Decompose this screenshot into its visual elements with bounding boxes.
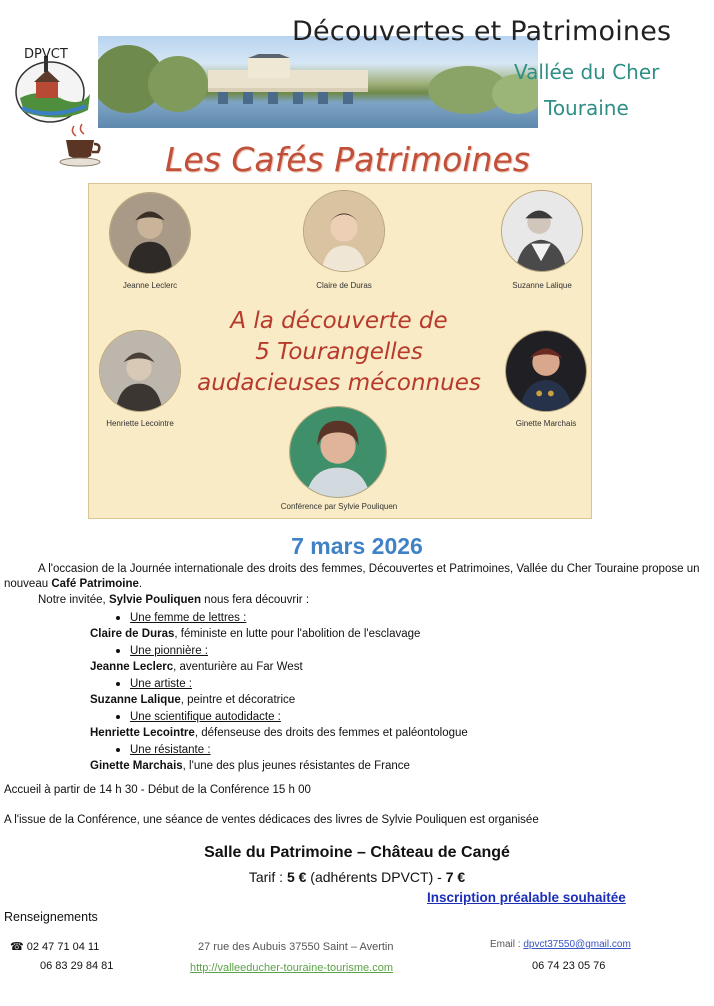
category-item <box>116 678 192 690</box>
email-link[interactable]: dpvct37550@gmail.com <box>523 939 631 950</box>
portrait-label: Suzanne Lalique <box>512 281 572 290</box>
tarif-price: 5 € <box>286 869 307 885</box>
headline-line: audacieuses méconnues <box>197 370 481 396</box>
category-label: Une femme de lettres : <box>130 612 247 624</box>
category-label: Une résistante : <box>130 744 211 756</box>
dpvct-logo <box>10 28 100 128</box>
woman-name: Suzanne Lalique <box>90 694 181 706</box>
guest-suffix: nous fera découvrir : <box>200 594 310 606</box>
portrait-henriette-lecointre <box>99 330 181 412</box>
category-label: Une scientifique autodidacte : <box>130 711 281 723</box>
portrait-suzanne-lalique <box>501 190 583 272</box>
phone-number: 02 47 71 04 11 <box>26 941 100 953</box>
woman-desc: , défenseuse des droits des femmes et paléontologue <box>194 727 468 739</box>
headline-line: A la découverte de <box>230 308 448 334</box>
event-series-title: Les Cafés Patrimoines <box>165 140 530 179</box>
category-item <box>116 612 246 624</box>
intro-text-end: . <box>138 578 143 590</box>
email-line <box>490 939 631 950</box>
intro-paragraph <box>4 562 704 592</box>
intro-text: A l'occasion de la Journée internationale des droits des femmes, Découvertes et Patrimoines, Vallée du Cher Touraine propose un nouveau <box>4 563 700 590</box>
portrait-ginette-marchais <box>505 330 587 412</box>
woman-desc: , peintre et décoratrice <box>180 694 296 706</box>
tarif-label: Tarif : <box>248 869 287 885</box>
website-link[interactable]: http://valleeducher-touraine-tourisme.com <box>190 962 393 974</box>
poster-headline <box>189 306 489 399</box>
woman-line <box>90 727 468 739</box>
bullet-icon <box>116 649 120 653</box>
registration-link[interactable]: Inscription préalable souhaitée <box>427 890 626 905</box>
category-label: Une pionnière : <box>130 645 208 657</box>
woman-desc: , l'une des plus jeunes résistantes de France <box>182 760 410 772</box>
event-poster <box>88 183 592 519</box>
tarif-members: (adhérents DPVCT) - <box>306 869 446 885</box>
headline-line: 5 Tourangelles <box>255 339 423 365</box>
phone-number-3: 06 74 23 05 76 <box>532 960 606 972</box>
woman-line <box>90 694 295 706</box>
tarif-line <box>0 869 714 885</box>
phone-icon: ☎ <box>10 941 24 953</box>
woman-desc: , féministe en lutte pour l'abolition de l'esclavage <box>174 628 421 640</box>
portrait-claire-de-duras <box>303 190 385 272</box>
woman-desc: , aventurière au Far West <box>173 661 303 673</box>
portrait-label: Jeanne Leclerc <box>122 281 178 290</box>
woman-line <box>90 628 420 640</box>
phone-line-1 <box>10 940 99 953</box>
org-subtitle-2: Touraine <box>544 96 629 120</box>
bullet-icon <box>116 715 120 719</box>
woman-name: Jeanne Leclerc <box>90 661 174 673</box>
bullet-icon <box>116 682 120 686</box>
woman-name: Ginette Marchais <box>90 760 183 772</box>
category-label: Une artiste : <box>130 678 192 690</box>
guest-line <box>38 594 309 606</box>
portrait-label: Ginette Marchais <box>515 419 577 428</box>
woman-line <box>90 760 410 772</box>
category-item <box>116 744 211 756</box>
email-label: Email : <box>490 939 524 950</box>
bullet-icon <box>116 616 120 620</box>
guest-prefix: Notre invitée, <box>38 594 109 606</box>
org-subtitle-1: Vallée du Cher <box>514 60 660 84</box>
portrait-label: Henriette Lecointre <box>106 419 174 428</box>
bullet-icon <box>116 748 120 752</box>
portrait-sylvie-pouliquen <box>289 406 387 498</box>
logo-text: DPVCT <box>24 47 68 62</box>
event-date: 7 mars 2026 <box>291 533 423 559</box>
portrait-jeanne-leclerc <box>109 192 191 274</box>
signing-line: A l'issue de la Conférence, une séance de ventes dédicaces des livres de Sylvie Pouliquen est organisée <box>4 814 539 826</box>
phone-number-2: 06 83 29 84 81 <box>40 960 114 972</box>
schedule-line: Accueil à partir de 14 h 30 - Début de la Conférence 15 h 00 <box>4 784 311 796</box>
guest-name: Sylvie Pouliquen <box>108 594 201 606</box>
portrait-label: Claire de Duras <box>316 281 372 290</box>
org-title: Découvertes et Patrimoines <box>292 16 672 47</box>
woman-name: Claire de Duras <box>90 628 175 640</box>
address: 27 rue des Aubuis 37550 Saint – Avertin <box>198 941 394 953</box>
intro-bold: Café Patrimoine <box>51 578 139 590</box>
venue-line: Salle du Patrimoine – Château de Cangé <box>204 844 510 861</box>
speaker-label: Conférence par Sylvie Pouliquen <box>280 502 398 511</box>
category-item <box>116 711 281 723</box>
woman-line <box>90 661 303 673</box>
renseignements-label: Renseignements <box>4 910 98 924</box>
tarif-member-price: 7 € <box>445 869 466 885</box>
coffee-cup-icon <box>58 122 106 168</box>
woman-name: Henriette Lecointre <box>90 727 195 739</box>
category-item <box>116 645 208 657</box>
chenonceau-banner-image <box>98 36 538 128</box>
